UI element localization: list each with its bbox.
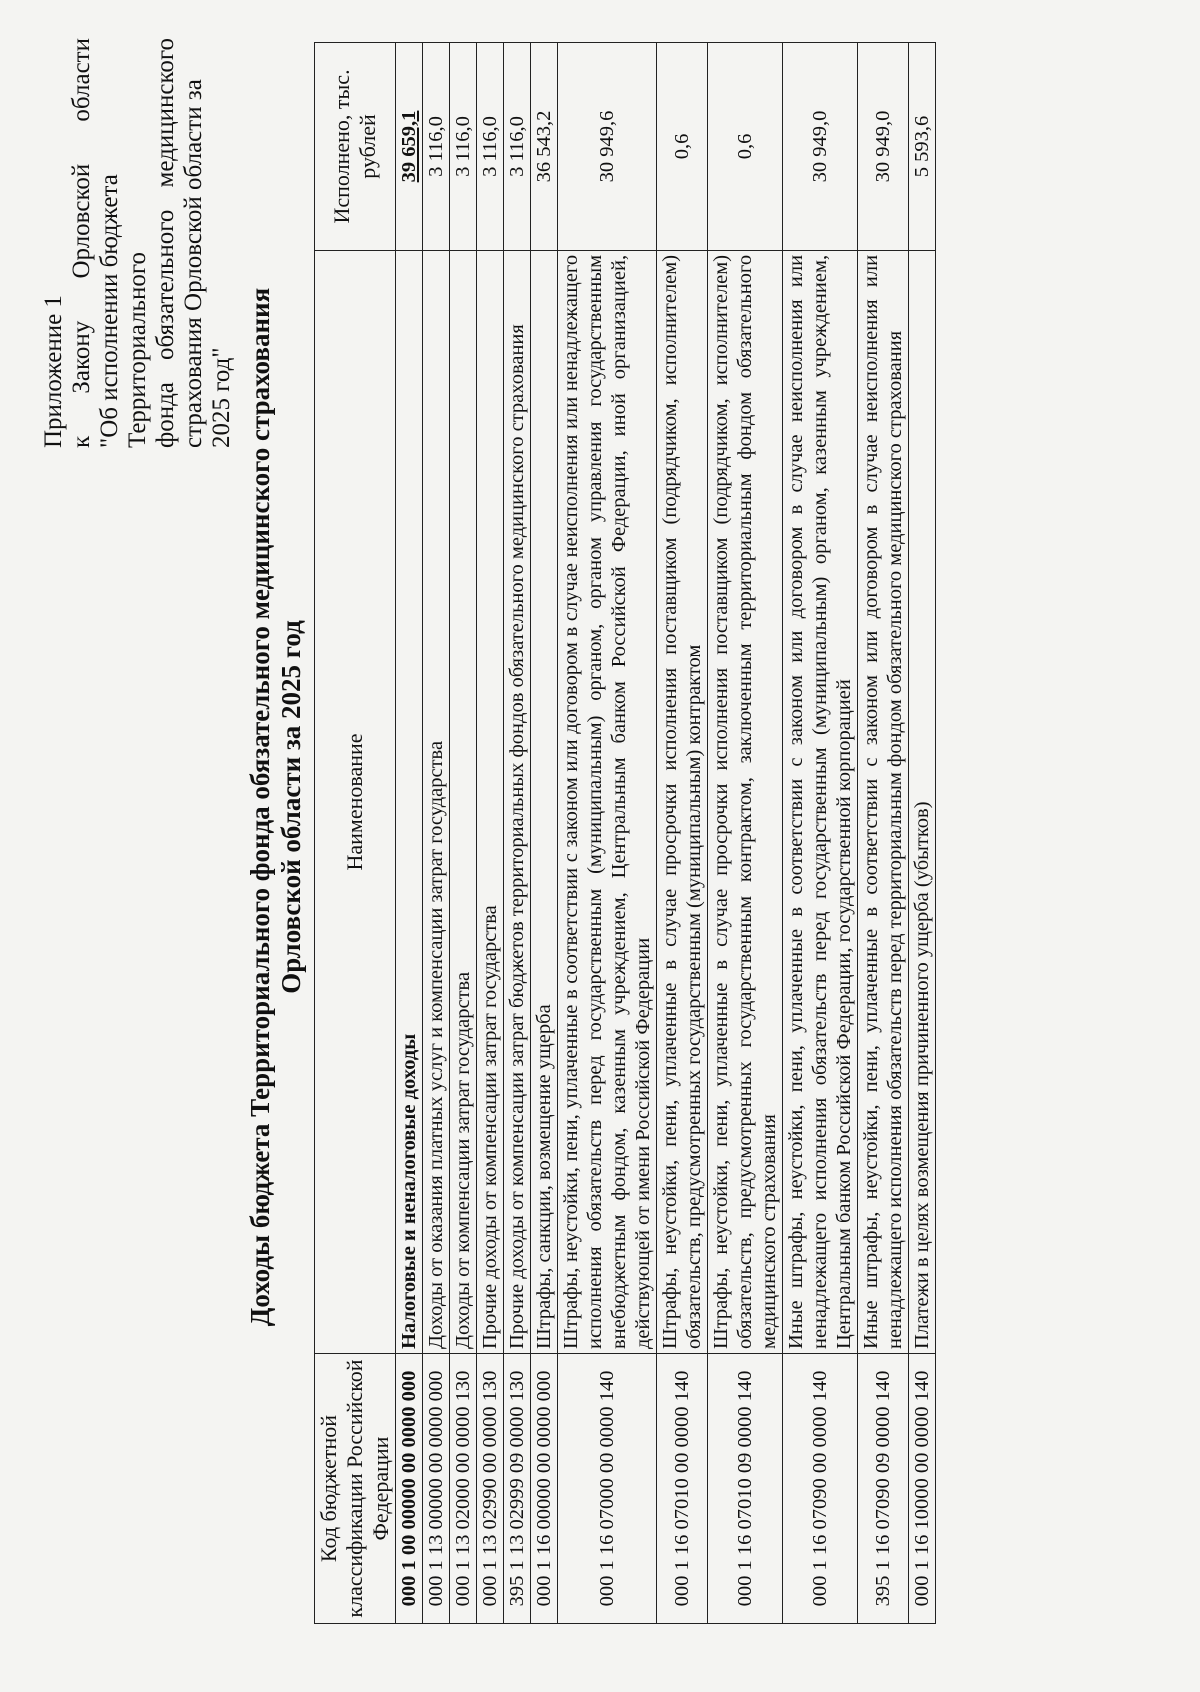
row-name: Иные штрафы, неустойки, пени, уплаченные в соответствии с законом или договором в случае неисполнения или ненадлежащего исполнения обязательств перед территориальным фондом обязательного медицинского страхования (858, 250, 909, 1353)
appendix-word: к (68, 435, 95, 448)
income-table (314, 42, 936, 1624)
appendix-word: Орловской (68, 163, 95, 279)
row-code: 000 1 16 07010 00 0000 140 (657, 1354, 708, 1624)
row-code: 000 1 16 10000 00 0000 140 (909, 1354, 936, 1624)
appendix-number: Приложение 1 (40, 295, 67, 448)
row-code: 000 1 16 07090 00 0000 140 (783, 1354, 858, 1624)
row-name: Иные штрафы, неустойки, пени, уплаченные в соответствии с законом или договором в случае неисполнения или ненадлежащего исполнения обязательств перед государственным (муниципальным) органом, казенным учреждением, Центральным банком Российской Федерации, государственной корпорацией (783, 250, 858, 1353)
row-code: 000 1 16 07000 00 0000 140 (558, 1354, 657, 1624)
table-row (708, 43, 783, 1624)
table-row (504, 43, 531, 1624)
table-row (450, 43, 477, 1624)
row-sum: 3 116,0 (450, 43, 477, 251)
row-sum: 39 659,1 (396, 43, 423, 251)
table-row (531, 43, 558, 1624)
table-row (558, 43, 657, 1624)
row-code: 000 1 13 00000 00 0000 000 (423, 1354, 450, 1624)
row-code: 395 1 16 07090 09 0000 140 (858, 1354, 909, 1624)
row-name: Штрафы, неустойки, пени, уплаченные в случае просрочки исполнения поставщиком (подрядчиком, исполнителем) обязательств, предусмотренных государственным (муниципальным) контрактом (657, 250, 708, 1353)
appendix-word: Закону (68, 320, 95, 394)
row-sum: 30 949,0 (783, 43, 858, 251)
row-code: 000 1 00 00000 00 0000 000 (396, 1354, 423, 1624)
row-name: Налоговые и неналоговые доходы (396, 250, 423, 1353)
appendix-word: медицинского (152, 38, 179, 188)
row-sum: 3 116,0 (504, 43, 531, 251)
appendix-word: обязательного (152, 209, 179, 360)
appendix-note (40, 38, 236, 448)
row-sum: 30 949,6 (558, 43, 657, 251)
row-code: 000 1 13 02000 00 0000 130 (450, 1354, 477, 1624)
table-header-row (315, 43, 396, 1624)
table-row (657, 43, 708, 1624)
table-row (423, 43, 450, 1624)
table-row (783, 43, 858, 1624)
row-name: Прочие доходы от компенсации затрат государства (477, 250, 504, 1353)
table-row (909, 43, 936, 1624)
row-code: 000 1 13 02990 00 0000 130 (477, 1354, 504, 1624)
title-line: Орловской области за 2025 год (276, 620, 306, 994)
row-sum: 0,6 (657, 43, 708, 251)
row-name: Штрафы, неустойки, пени, уплаченные в соответствии с законом или договором в случае неисполнения или ненадлежащего исполнения обязательств перед государственным (муниципальным) органом, органом управления государственным внебюджетным фондом, казенным учреждением, Центральным банком Российской Федерации, иной организацией, действующей от имени Российской Федерации (558, 250, 657, 1353)
row-code: 395 1 13 02999 09 0000 130 (504, 1354, 531, 1624)
document-title (245, 42, 307, 1572)
header-name: Наименование (315, 250, 396, 1353)
table-row (396, 43, 423, 1624)
header-code: Код бюджетной классификации Российской Федерации (315, 1354, 396, 1624)
appendix-law-title-end: страхования Орловской области за 2025 год" (180, 79, 235, 448)
row-name: Штрафы, неустойки, пени, уплаченные в случае просрочки исполнения поставщиком (подрядчиком, исполнителем) обязательств, предусмотренных государственным контрактом, заключенным территориальным фондом обязательного медицинского страхования (708, 250, 783, 1353)
appendix-word: области (68, 38, 95, 122)
title-line: Доходы бюджета Территориального фонда обязательного медицинского страхования (245, 287, 275, 1327)
appendix-word: фонда (152, 382, 179, 448)
row-name: Доходы от компенсации затрат государства (450, 250, 477, 1353)
row-sum: 3 116,0 (477, 43, 504, 251)
row-name: Прочие доходы от компенсации затрат бюджетов территориальных фондов обязательного медицинского страхования (504, 250, 531, 1353)
row-name: Штрафы, санкции, возмещение ущерба (531, 250, 558, 1353)
table-row (477, 43, 504, 1624)
table-row (858, 43, 909, 1624)
row-sum: 0,6 (708, 43, 783, 251)
row-name: Доходы от оказания платных услуг и компенсации затрат государства (423, 250, 450, 1353)
row-sum: 5 593,6 (909, 43, 936, 251)
row-sum: 36 543,2 (531, 43, 558, 251)
row-name: Платежи в целях возмещения причиненного ущерба (убытков) (909, 250, 936, 1353)
row-code: 000 1 16 07010 09 0000 140 (708, 1354, 783, 1624)
header-sum: Исполнено, тыс. рублей (315, 43, 396, 251)
row-sum: 3 116,0 (423, 43, 450, 251)
row-code: 000 1 16 00000 00 0000 000 (531, 1354, 558, 1624)
row-sum: 30 949,0 (858, 43, 909, 251)
appendix-law-title: "Об исполнении бюджета Территориального (96, 174, 151, 448)
